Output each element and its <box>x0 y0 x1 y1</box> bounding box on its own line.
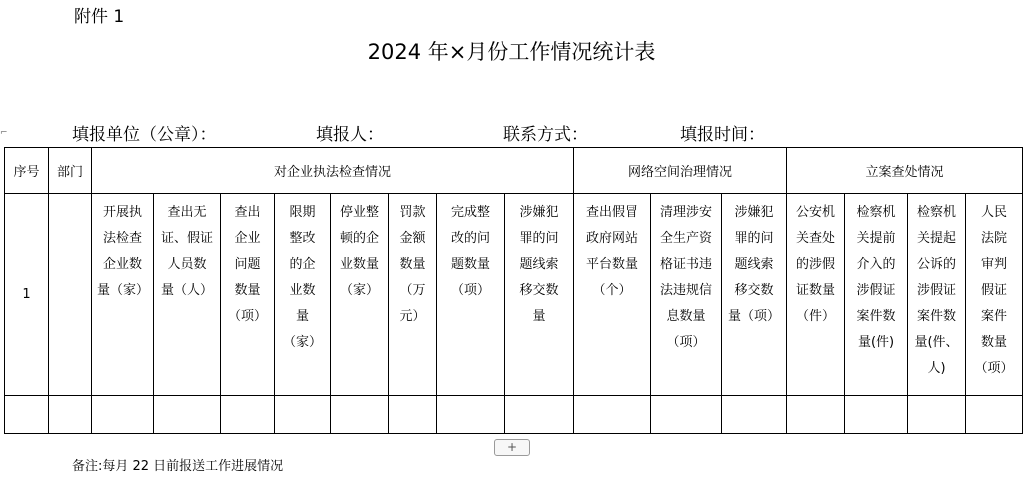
column-header-cell: 开展执 法检查 企业数 量（家） <box>92 194 154 396</box>
empty-cell[interactable] <box>92 396 154 434</box>
group-header-cyberspace: 网络空间治理情况 <box>574 148 787 194</box>
remark-note: 备注:每月 22 日前报送工作进展情况 <box>72 459 284 474</box>
empty-cell[interactable] <box>331 396 389 434</box>
column-header-cell: 完成整 改的问 题数量 （项） <box>437 194 505 396</box>
table-group-header-row <box>5 148 1023 194</box>
empty-cell[interactable] <box>275 396 331 434</box>
column-header-cell: 公安机 关查处 的涉假 证数量 （件） <box>787 194 845 396</box>
empty-cell[interactable] <box>505 396 574 434</box>
fill-person-label: 填报人： <box>316 125 384 145</box>
column-header-cell: 限期 整改 的企 业数 量 （家） <box>275 194 331 396</box>
column-header-cell: 检察机 关提前 介入的 涉假证 案件数 量(件) <box>845 194 908 396</box>
index-header-cell: 序号 <box>5 148 49 194</box>
fill-time-label: 填报时间： <box>680 125 765 145</box>
empty-cell[interactable] <box>908 396 966 434</box>
table-data-row <box>5 194 1023 396</box>
empty-cell[interactable] <box>845 396 908 434</box>
add-row-button[interactable]: + <box>494 439 530 456</box>
empty-cell[interactable] <box>221 396 275 434</box>
column-header-cell: 涉嫌犯 罪的问 题线索 移交数 量 <box>505 194 574 396</box>
table-corner-mark: ⌐ <box>0 128 8 138</box>
attachment-label: 附件 1 <box>74 7 125 27</box>
column-header-cell: 检察机 关提起 公诉的 涉假证 案件数 量(件、 人) <box>908 194 966 396</box>
column-header-cell: 停业整 顿的企 业数量 （家） <box>331 194 389 396</box>
empty-cell[interactable] <box>574 396 651 434</box>
empty-cell[interactable] <box>787 396 845 434</box>
empty-cell[interactable] <box>389 396 437 434</box>
column-header-cell: 查出假冒 政府网站 平台数量 （个） <box>574 194 651 396</box>
department-header-cell: 部门 <box>49 148 92 194</box>
table-empty-row <box>5 396 1023 434</box>
group-header-case-filing: 立案查处情况 <box>787 148 1023 194</box>
column-header-cell: 罚款 金额 数量 （万 元） <box>389 194 437 396</box>
row-index-cell: 1 <box>5 194 49 396</box>
column-header-cell: 涉嫌犯 罪的问 题线索 移交数 量（项） <box>722 194 787 396</box>
fill-unit-label: 填报单位（公章）： <box>72 125 217 145</box>
column-header-cell: 查出无 证、假证 人员数 量（人） <box>154 194 221 396</box>
group-header-enforcement: 对企业执法检查情况 <box>92 148 574 194</box>
empty-cell[interactable] <box>722 396 787 434</box>
column-header-cell: 清理涉安 全生产资 格证书违 法违规信 息数量 （项） <box>651 194 722 396</box>
column-header-cell: 人民 法院 审判 假证 案件 数量 （项） <box>966 194 1023 396</box>
empty-cell[interactable] <box>49 396 92 434</box>
department-value-cell[interactable] <box>49 194 92 396</box>
empty-cell[interactable] <box>966 396 1023 434</box>
fill-contact-label: 联系方式： <box>503 125 588 145</box>
column-header-cell: 查出 企业 问题 数量 （项） <box>221 194 275 396</box>
empty-cell[interactable] <box>437 396 505 434</box>
document-title: 2024 年×月份工作情况统计表 <box>367 40 656 64</box>
empty-cell[interactable] <box>651 396 722 434</box>
empty-cell[interactable] <box>154 396 221 434</box>
empty-cell[interactable] <box>5 396 49 434</box>
statistics-table <box>4 147 1023 434</box>
